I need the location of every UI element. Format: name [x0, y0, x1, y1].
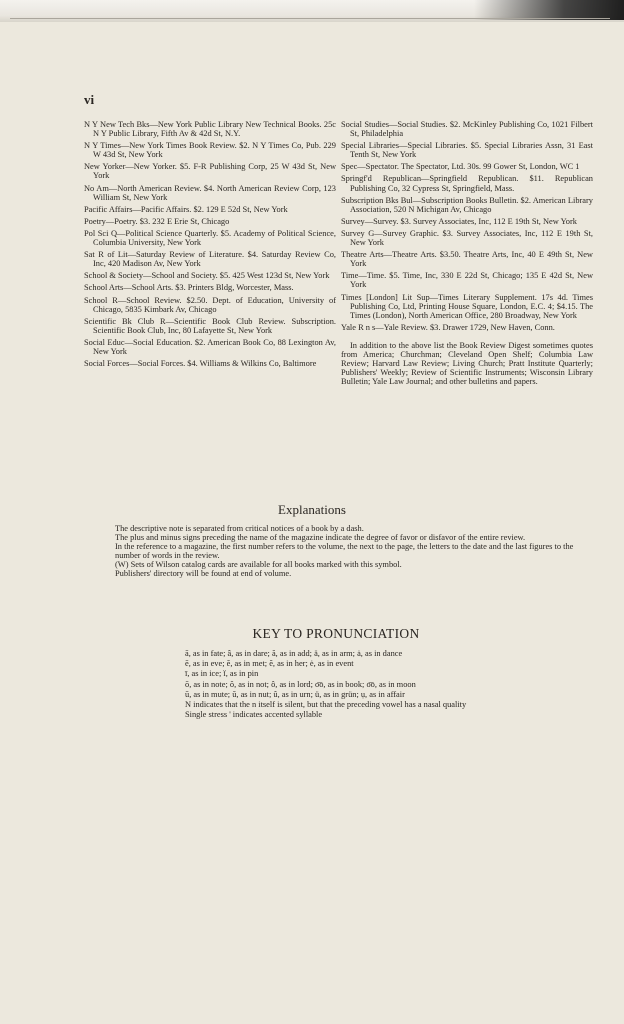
directory-entry: School & Society—School and Society. $5. 425 West 123d St, New York: [84, 271, 330, 281]
directory-entry: Social Studies—Social Studies. $2. McKinley Publishing Co, 1021 Filbert St, Philadelphia: [341, 120, 593, 139]
directory-entry: Spec—Spectator. The Spectator, Ltd. 30s. 99 Gower St, London, WC 1: [341, 162, 580, 172]
pronunciation-line: ō, as in note; ŏ, as in not; ô, as in lord; o͞o, as in book; o͞o, as in moon: [185, 679, 416, 689]
directory-entry: N Y Times—New York Times Book Review. $2. N Y Times Co, Pub. 229 W 43d St, New York: [84, 141, 336, 160]
explanations-body: [115, 524, 577, 579]
explanation-line: In the reference to a magazine, the first number refers to the volume, the next to the page, the letters to the date and the last figures to the number of words in the review.: [115, 542, 574, 561]
directory-entry: Social Forces—Social Forces. $4. Williams & Wilkins Co, Baltimore: [84, 359, 317, 369]
directory-entry: Special Libraries—Special Libraries. $5. Special Libraries Assn, 31 East Tenth St, New York: [341, 141, 593, 160]
pronunciation-line: N indicates that the n itself is silent, but that the preceding vowel has a nasal quality: [185, 700, 467, 710]
explanation-line: Publishers' directory will be found at end of volume.: [115, 569, 292, 579]
explanation-line: The descriptive note is separated from critical notices of a book by a dash.: [115, 524, 364, 533]
directory-entry: Yale R n s—Yale Review. $3. Drawer 1729, New Haven, Conn.: [341, 322, 555, 332]
directory-entry: Social Educ—Social Education. $2. American Book Co, 88 Lexington Av, New York: [84, 337, 336, 356]
pronunciation-line: ū, as in mute; ŭ, as in nut; û, as in urn; ü, as in grün; ụ, as in affair: [185, 689, 405, 699]
directory-entry: School R—School Review. $2.50. Dept. of Education, University of Chicago, 5835 Kimbark Av, Chicago: [84, 295, 336, 314]
pronunciation-line: ī, as in ice; ĭ, as in pin: [185, 669, 259, 679]
page-number: vi: [84, 92, 95, 107]
pronunciation-key: [185, 649, 495, 720]
directory-entry: Time—Time. $5. Time, Inc, 330 E 22d St, Chicago; 135 E 42d St, New York: [341, 271, 593, 290]
directory-entry: Springf'd Republican—Springfield Republican. $11. Republican Publishing Co, 32 Cypress St, Springfield, Mass.: [341, 174, 593, 193]
directory-entry: Subscription Bks Bul—Subscription Books Bulletin. $2. American Library Association, 520 N Michigan Av, Chicago: [341, 195, 593, 214]
directory-entry: Times [London] Lit Sup—Times Literary Supplement. 17s 4d. Times Publishing Co, Ltd, Printing House Square, London, E.C. 4; $4.15. The Times (London), North American Office, 280 Broadway, New York: [341, 292, 593, 320]
directory-entry: School Arts—School Arts. $3. Printers Bldg, Worcester, Mass.: [84, 283, 294, 293]
pronunciation-line: ā, as in fate; â, as in dare; ă, as in add; ä, as in arm; ȧ, as in dance: [185, 649, 403, 658]
directory-entry: Sat R of Lit—Saturday Review of Literature. $4. Saturday Review Co, Inc, 420 Madison Av, New York: [84, 250, 336, 269]
directory-entry: Pacific Affairs—Pacific Affairs. $2. 129 E 52d St, New York: [84, 204, 288, 214]
explanation-line: The plus and minus signs preceding the name of the magazine indicate the degree of favor or disfavor of the entire review.: [115, 533, 526, 543]
scan-shadow: [474, 0, 624, 20]
directory-entry: New Yorker—New Yorker. $5. F-R Publishing Corp, 25 W 43d St, New York: [84, 162, 336, 181]
directory-entry: Scientific Bk Club R—Scientific Book Club Review. Subscription. Scientific Book Club, Inc, 80 Lafayette St, New York: [84, 316, 336, 335]
pronunciation-line: ē, as in eve; ĕ, as in met; ẽ, as in her; ė, as in event: [185, 659, 354, 669]
directory-column-left: [84, 120, 336, 371]
directory-entry: Survey—Survey. $3. Survey Associates, Inc, 112 E 19th St, New York: [341, 216, 577, 226]
explanations-heading: Explanations: [278, 502, 346, 517]
directory-entry: Pol Sci Q—Political Science Quarterly. $5. Academy of Political Science, Columbia University, New York: [84, 228, 336, 248]
directory-entry: Poetry—Poetry. $3. 232 E Erie St, Chicago: [84, 216, 230, 226]
top-rule: [10, 18, 610, 19]
explanation-line: (W) Sets of Wilson catalog cards are available for all books marked with this symbol.: [115, 560, 402, 570]
pronunciation-line: Single stress ' indicates accented syllable: [185, 710, 323, 720]
directory-entry: Theatre Arts—Theatre Arts. $3.50. Theatre Arts, Inc, 40 E 49th St, New York: [341, 250, 593, 269]
directory-entry: No Am—North American Review. $4. North American Review Corp, 123 William St, New York: [84, 183, 336, 202]
page-top-edge: [0, 0, 624, 22]
pronunciation-heading: KEY TO PRONUNCIATION: [252, 626, 420, 641]
directory-column-right: [341, 120, 593, 386]
directory-entry: Survey G—Survey Graphic. $3. Survey Associates, Inc, 112 E 19th St, New York: [341, 228, 593, 248]
additional-sources-note: In addition to the above list the Book Review Digest sometimes quotes from America; Churchman; Cleveland Open Shelf; Columbia Law Review; Harvard Law Review; Living Church; Pratt Institute Quarterly; Publishers' Weekly; Review of Scientific Instruments; Wisconsin Library Bulletin; Yale Law Journal; and other bulletins and papers.: [341, 340, 593, 387]
directory-entry: N Y New Tech Bks—New York Public Library New Technical Books. 25c N Y Public Library, Fifth Av & 42d St, N.Y.: [84, 120, 336, 139]
